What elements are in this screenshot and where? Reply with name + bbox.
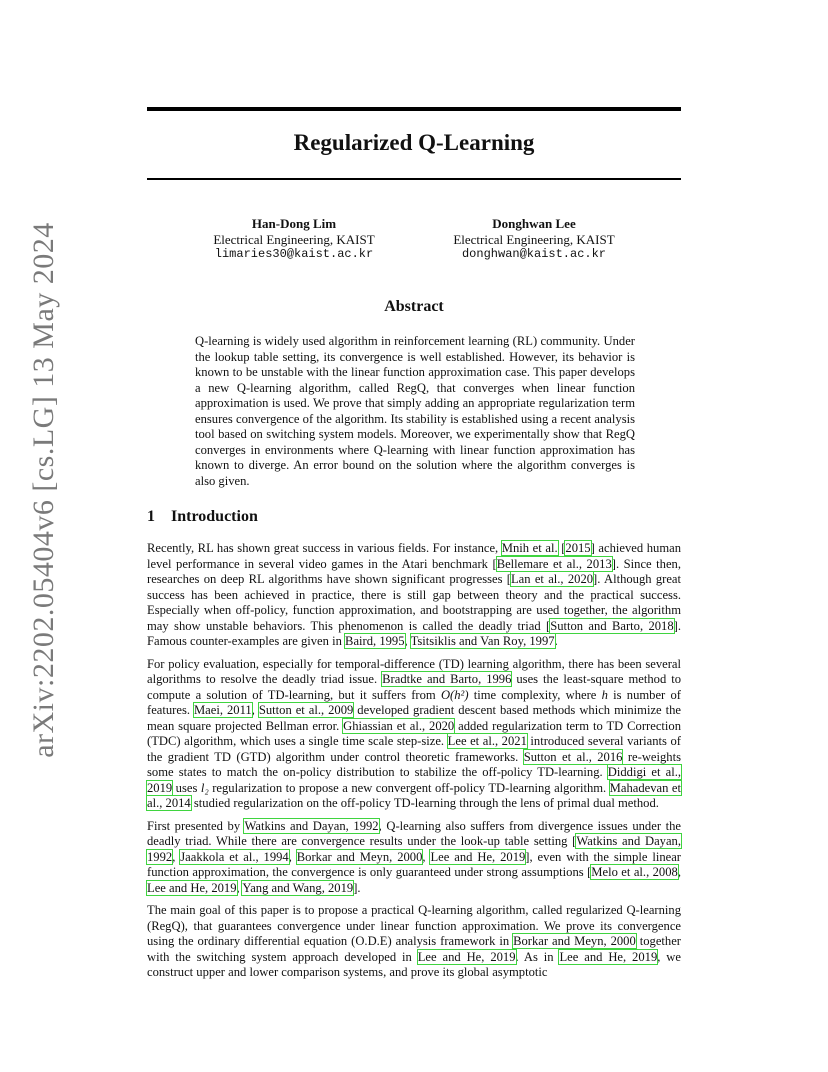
citation-link[interactable]: Borkar and Meyn, 2000 xyxy=(296,849,423,864)
citation-link[interactable]: Baird, 1995 xyxy=(345,634,405,648)
text-run: , xyxy=(404,634,411,648)
author-block-2 xyxy=(424,216,644,263)
text-run: ]. Since then, researches on deep RL algorithms have shown significant progresses [ xyxy=(147,556,681,586)
text-run: . xyxy=(554,634,558,648)
math-expression: O(h²) xyxy=(440,687,469,702)
title-top-rule xyxy=(147,107,681,111)
text-run: is number of features. xyxy=(147,687,681,717)
citation-link[interactable]: Bellemare et al., 2013 xyxy=(496,556,612,571)
text-run: studied regularization on the off-policy TD-learning through the lens of primal dual method. xyxy=(190,796,659,810)
text-run: together with the switching system approach developed in xyxy=(147,934,681,964)
text-run: First presented by xyxy=(147,818,245,833)
text-run: , we construct upper and lower comparison systems, and prove its global asymptotic xyxy=(147,949,681,979)
paragraph-1 xyxy=(147,541,681,650)
section-heading-introduction xyxy=(147,508,258,526)
abstract-heading: Abstract xyxy=(384,298,444,315)
section-number: 1 xyxy=(147,508,155,525)
citation-link[interactable]: Bradtke and Barto, 1996 xyxy=(382,672,512,686)
citation-link[interactable]: Melo et al., 2008 xyxy=(591,865,678,879)
abstract-text: Q-learning is widely used algorithm in reinforcement learning (RL) community. Under the lookup table setting, its convergence is well established. However, its behavior is known to be unstable with the linear function approximation case. This paper develops a new Q-learning algorithm, called RegQ, that converges when linear function approximation is used. We prove that simply adding an appropriate regularization term ensures convergence of the algorithm. Its stability is established using a recent analysis tool based on switching system models. Moreover, we experimentally show that RegQ converges in environments where Q-learning with linear function approximation has known to diverge. An error bound on the solution where the algorithm converges is also given. xyxy=(195,334,635,488)
text-run: time complexity, where xyxy=(468,687,602,702)
text-run: introduced several variants of the gradient TD (GTD) algorithm under control theoretic frameworks. xyxy=(147,734,681,764)
text-run: ]. Famous counter-examples are given in xyxy=(147,618,681,648)
citation-link[interactable]: Yang and Wang, 2019 xyxy=(242,880,354,895)
citation-link[interactable]: Sutton et al., 2009 xyxy=(258,703,354,717)
arxiv-side-stamp xyxy=(22,222,66,758)
text-run: . As in xyxy=(515,949,560,964)
citation-link[interactable]: Sutton et al., 2016 xyxy=(523,749,623,764)
citation-link[interactable]: Sutton and Barto, 2018 xyxy=(550,618,674,633)
author-block-1 xyxy=(184,216,404,263)
text-run: The main goal of this paper is to propose a practical Q-learning algorithm, called regularized Q-learning (RegQ), that guarantees convergence under linear function approximation. We prove its convergence using the ordinary differential equation (O.D.E) analysis framework in xyxy=(147,903,681,948)
citation-link[interactable]: Diddigi et al., 2019 xyxy=(147,765,681,795)
citation-link[interactable]: Lan et al., 2020 xyxy=(510,572,594,586)
text-run: ], even with the simple linear function approximation, the convergence is only guaranteed under strong assumptions [ xyxy=(147,849,682,879)
author-name: Han-Dong Lim xyxy=(251,216,337,231)
citation-link[interactable]: Lee and He, 2019 xyxy=(417,949,516,964)
citation-link[interactable]: Watkins and Dayan, 1992 xyxy=(147,834,681,864)
title-bottom-rule xyxy=(147,178,681,180)
paragraph-3 xyxy=(147,819,681,897)
text-run: ]. xyxy=(353,880,361,895)
text-run: , xyxy=(677,865,681,879)
arxiv-id-text: arXiv:2202.05404v6 [cs.LG] 13 May 2024 xyxy=(27,222,60,758)
text-run: , xyxy=(236,880,243,895)
text-run: ] achieved human level performance in several video games in the Atari benchmark [ xyxy=(147,541,682,571)
text-run: For policy evaluation, especially for temporal-difference (TD) learning algorithm, there has been several algorithms to resolve the deadly triad issue. xyxy=(147,656,681,686)
citation-link[interactable]: Mnih et al. xyxy=(501,541,558,555)
citation-link[interactable]: Lee and He, 2019 xyxy=(430,849,526,864)
citation-link[interactable]: Lee et al., 2021 xyxy=(447,734,527,748)
author-email[interactable]: donghwan@kaist.ac.kr xyxy=(461,247,607,261)
citation-link[interactable]: 2015 xyxy=(565,541,591,555)
author-affiliation: Electrical Engineering, KAIST xyxy=(213,231,375,247)
citation-link[interactable]: Lee and He, 2019 xyxy=(559,949,658,964)
text-run: added regularization term to TD Correction (TDC) algorithm, which uses a single time scale step-size. xyxy=(147,718,682,748)
text-run: , xyxy=(172,849,181,864)
author-affiliation: Electrical Engineering, KAIST xyxy=(453,231,615,247)
text-run: uses the least-square method to compute a solution of TD-learning, but it suffers from xyxy=(147,672,682,702)
citation-link[interactable]: Watkins and Dayan, 1992 xyxy=(244,818,379,833)
paragraph-4 xyxy=(147,903,681,981)
citation-link[interactable]: Mahadevan et al., 2014 xyxy=(147,780,681,810)
citation-link[interactable]: Ghiassian et al., 2020 xyxy=(343,718,455,733)
author-email[interactable]: limaries30@kaist.ac.kr xyxy=(214,247,374,261)
text-run: [ xyxy=(557,541,566,555)
paragraph-2 xyxy=(147,657,681,812)
citation-link[interactable]: Lee and He, 2019 xyxy=(147,880,237,895)
citation-link[interactable]: Borkar and Meyn, 2000 xyxy=(513,934,636,948)
body-text xyxy=(147,541,681,988)
math-expression: h xyxy=(601,687,608,702)
text-run: , xyxy=(422,849,431,864)
section-title: Introduction xyxy=(171,508,258,525)
text-run: , xyxy=(288,849,297,864)
citation-link[interactable]: Jaakkola et al., 1994 xyxy=(180,849,289,864)
citation-link[interactable]: Maei, 2011 xyxy=(193,703,252,717)
author-name: Donghwan Lee xyxy=(492,216,576,231)
text-run: re-weights some states to match the on-policy distribution to stabilize the off-policy TD-learning. xyxy=(147,749,682,779)
text-run: developed gradient descent based methods which minimize the mean square projected Bellman error. xyxy=(147,703,681,733)
text-run: , Q-learning also suffers from divergence issues under the deadly triad. While there are convergence results under the look-up table setting [ xyxy=(147,818,681,848)
text-run: ]. Although great success has been achieved in practice, there is still gap between theory and the practical success. Especially when off-policy, function approximation, and bootstrapping are used together, the algorithm may show unstable behaviors. This phenomenon is called the deadly triad [ xyxy=(147,572,681,633)
text-run: Recently, RL has shown great success in various fields. For instance, xyxy=(147,541,502,555)
text-run: , xyxy=(251,703,259,717)
text-run: uses xyxy=(172,780,201,795)
citation-link[interactable]: Tsitsiklis and Van Roy, 1997 xyxy=(410,634,555,648)
math-expression: l₂ xyxy=(200,780,209,795)
text-run: regularization to propose a new convergent off-policy TD-learning algorithm. xyxy=(208,780,610,795)
paper-title: Regularized Q-Learning xyxy=(293,130,535,155)
